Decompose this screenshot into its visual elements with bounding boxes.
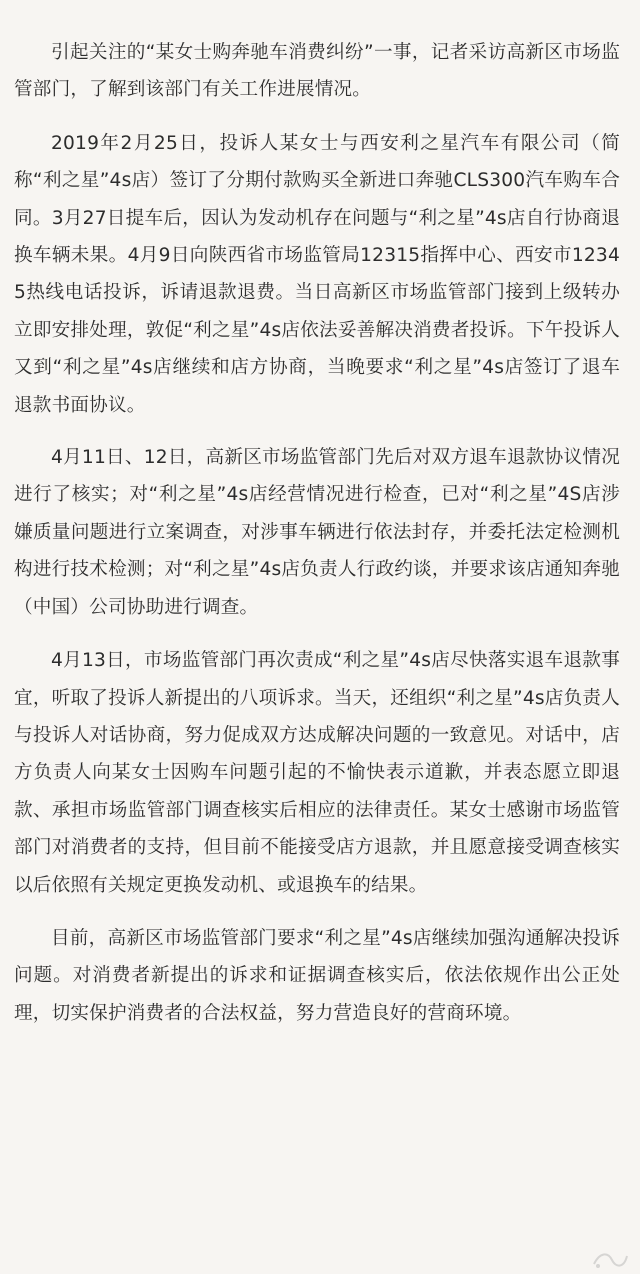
watermark-logo-icon (590, 1246, 630, 1272)
paragraph-negotiation: 4月13日，市场监管部门再次责成“利之星”4s店尽快落实退车退款事宜，听取了投诉人新提出的八项诉求。当天，还组织“利之星”4s店负责人与投诉人对话协商，努力促成双方达成解决问题的一致意见。对话中，店方负责人向某女士因购车问题引起的不愉快表示道歉，并表态愿立即退款、承担市场监管部门调查核实后相应的法律责任。某女士感谢市场监管部门对消费者的支持，但目前不能接受店方退款，并且愿意接受调查核实以后依照有关规定更换发动机、或退换车的结果。 (14, 650, 620, 896)
paragraph-current-status: 目前，高新区市场监管部门要求“利之星”4s店继续加强沟通解决投诉问题。对消费者新提出的诉求和证据调查核实后，依法依规作出公正处理，切实保护消费者的合法权益，努力营造良好的营商环境。 (14, 927, 620, 1024)
paragraph-complaint-timeline: 2019年2月25日，投诉人某女士与西安利之星汽车有限公司（简称“利之星”4s店）签订了分期付款购买全新进口奔驰CLS300汽车购车合同。3月27日提车后，因认为发动机存在问题与“利之星”4s店自行协商退换车辆未果。4月9日向陕西省市场监管局12315指挥中心、西安市12345热线电话投诉，诉请退款退费。当日高新区市场监管部门接到上级转办立即安排处理，敦促“利之星”4s店依法妥善解决消费者投诉。下午投诉人又到“利之星”4s店继续和店方协商，当晚要求“利之星”4s店签订了退车退款书面协议。 (14, 132, 620, 416)
paragraph-intro: 引起关注的“某女士购奔驰车消费纠纷”一事，记者采访高新区市场监管部门，了解到该部门有关工作进展情况。 (14, 42, 620, 101)
paragraph-investigation: 4月11日、12日，高新区市场监管部门先后对双方退车退款协议情况进行了核实；对“利之星”4s店经营情况进行检查，已对“利之星”4S店涉嫌质量问题进行立案调查，对涉事车辆进行依法封存，并委托法定检测机构进行技术检测；对“利之星”4s店负责人行政约谈，并要求该店通知奔驰（中国）公司协助进行调查。 (14, 447, 620, 618)
